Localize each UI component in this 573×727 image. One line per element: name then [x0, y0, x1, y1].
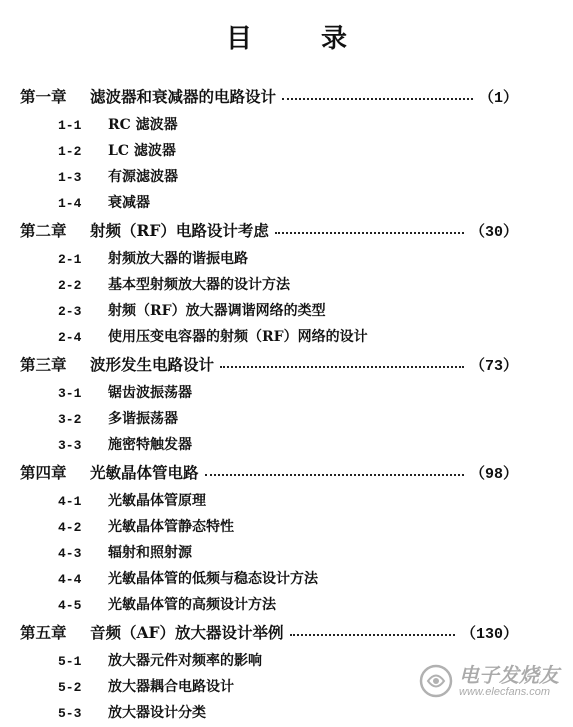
section-entry: [20, 432, 518, 458]
section-entry: [20, 566, 518, 592]
section-number: 5-2: [58, 680, 82, 695]
section-number: 2-2: [58, 278, 82, 293]
chapter-title: 音频（AF）放大器设计举例: [90, 623, 284, 642]
section-number: 1-4: [58, 196, 82, 211]
chapter-number: 第三章: [20, 355, 67, 374]
section-number: 2-1: [58, 252, 82, 267]
section-entry: [20, 112, 518, 138]
section-entry: [20, 324, 518, 350]
section-number: 2-4: [58, 330, 82, 345]
section-number: 4-3: [58, 546, 82, 561]
section-title: 光敏晶体管的高频设计方法: [108, 597, 276, 613]
section-entry: [20, 406, 518, 432]
section-entry: [20, 380, 518, 406]
section-number: 4-4: [58, 572, 82, 587]
section-number: 5-1: [58, 654, 82, 669]
section-entry: [20, 592, 518, 618]
section-title: 射频放大器的谐振电路: [108, 251, 248, 267]
section-entry: [20, 488, 518, 514]
dot-leader: [282, 98, 473, 100]
section-entry: [20, 164, 518, 190]
section-title: 放大器耦合电路设计: [108, 679, 234, 695]
section-number: 4-2: [58, 520, 82, 535]
chapter-title: 波形发生电路设计: [90, 355, 215, 374]
section-title: 辐射和照射源: [108, 545, 192, 561]
chapter-entry: [20, 458, 518, 488]
chapter-page-number: （130）: [460, 626, 518, 643]
section-title: 放大器元件对频率的影响: [108, 653, 262, 669]
section-title: 基本型射频放大器的设计方法: [108, 277, 290, 293]
dot-leader: [220, 366, 464, 368]
section-entry: [20, 298, 518, 324]
section-number: 4-5: [58, 598, 82, 613]
section-title: 放大器设计分类: [108, 705, 206, 721]
section-title: 多谐振荡器: [108, 411, 178, 427]
section-title: 施密特触发器: [108, 437, 192, 453]
chapter-page-number: （1）: [478, 90, 518, 107]
section-entry: [20, 700, 518, 726]
section-number: 3-1: [58, 386, 82, 401]
chapter-title: 光敏晶体管电路: [90, 463, 199, 482]
section-title: 使用压变电容器的射频（RF）网络的设计: [108, 329, 368, 345]
chapter: [20, 82, 518, 216]
chapter-title: 射频（RF）电路设计考虑: [90, 221, 269, 240]
section-number: 1-3: [58, 170, 82, 185]
dot-leader: [205, 474, 464, 476]
chapter-entry: [20, 82, 518, 112]
section-number: 1-1: [58, 118, 82, 133]
chapter-page-number: （30）: [469, 224, 518, 241]
chapter-entry: [20, 216, 518, 246]
chapter-page-number: （98）: [469, 466, 518, 483]
chapter-entry: [20, 350, 518, 380]
chapter-entry: [20, 618, 518, 648]
watermark-url: www.elecfans.com: [459, 685, 551, 698]
section-number: 1-2: [58, 144, 82, 159]
chapter-number: 第四章: [20, 463, 67, 482]
section-number: 2-3: [58, 304, 82, 319]
section-title: 光敏晶体管的低频与稳态设计方法: [108, 571, 318, 587]
section-number: 3-2: [58, 412, 82, 427]
chapter: [20, 350, 518, 458]
section-title: 射频（RF）放大器调谐网络的类型: [108, 303, 326, 319]
chapter: [20, 216, 518, 350]
chapter-number: 第二章: [20, 221, 67, 240]
section-title: RC 滤波器: [108, 117, 178, 133]
section-title: 有源滤波器: [108, 169, 178, 185]
section-entry: [20, 272, 518, 298]
page-title: 目 录: [225, 24, 378, 54]
section-title: 锯齿波振荡器: [108, 385, 192, 401]
watermark-text: 电子发烧友: [459, 662, 559, 687]
dot-leader: [275, 232, 464, 234]
section-entry: [20, 514, 518, 540]
section-title: 光敏晶体管原理: [108, 493, 206, 509]
section-entry: [20, 540, 518, 566]
section-title: LC 滤波器: [108, 143, 176, 159]
chapter-number: 第一章: [20, 87, 67, 106]
dot-leader: [290, 634, 455, 636]
watermark: [419, 664, 559, 698]
chapter-title: 滤波器和衰减器的电路设计: [90, 87, 277, 106]
section-title: 光敏晶体管静态特性: [108, 519, 234, 535]
section-number: 3-3: [58, 438, 82, 453]
elecfans-logo-icon: [419, 664, 453, 698]
section-title: 衰减器: [108, 195, 150, 211]
chapter-page-number: （73）: [469, 358, 518, 375]
section-entry: [20, 190, 518, 216]
section-number: 5-3: [58, 706, 82, 721]
section-entry: [20, 246, 518, 272]
section-number: 4-1: [58, 494, 82, 509]
chapter: [20, 458, 518, 618]
table-of-contents: [20, 82, 518, 726]
section-entry: [20, 138, 518, 164]
chapter-number: 第五章: [20, 623, 67, 642]
